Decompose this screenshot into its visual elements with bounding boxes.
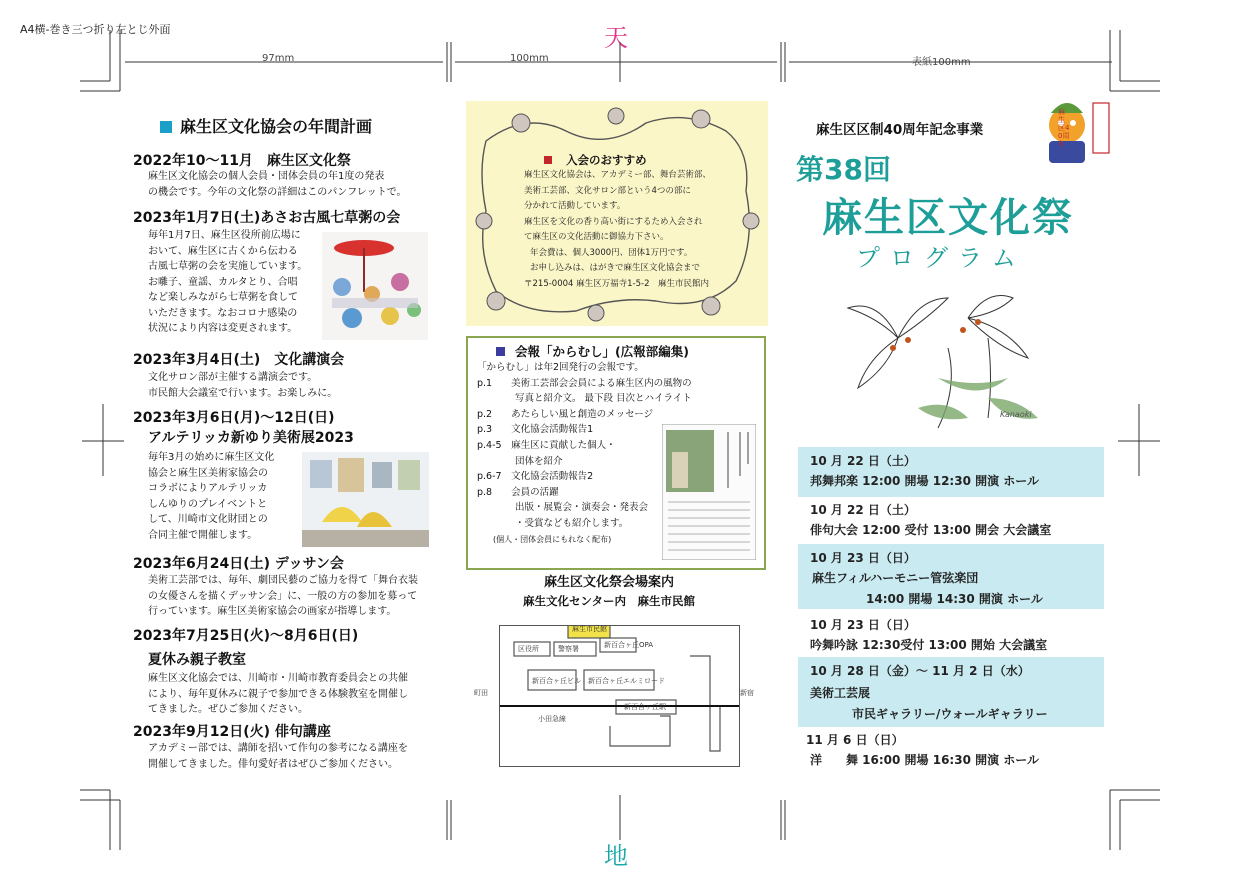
map-label-station: 新百合ヶ丘駅: [624, 703, 666, 711]
annual-title-text: 麻生区文化協会の年間計画: [180, 117, 373, 136]
event-heading: 2023年1月7日(土)あさお古風七草粥の会: [133, 210, 401, 226]
schedule-detail: 邦舞邦楽 12:00 開場 12:30 開演 ホール: [810, 474, 1040, 488]
event-heading: 2023年6月24日(土) デッサン会: [133, 556, 344, 572]
red-square-icon: [544, 156, 552, 164]
mascot-badge: 麻生区40周年: [1058, 108, 1070, 148]
membership-title: 入会のおすすめ: [544, 152, 647, 168]
schedule-date: 10 月 23 日（日）: [810, 551, 916, 565]
navy-square-icon: [496, 347, 505, 356]
event-text: アカデミー部では、講師を招いて作句の参考になる講座を 開催してきました。俳句愛好者はぜひご参加ください。: [148, 743, 408, 770]
map-label-odakyu: 小田急線: [538, 715, 566, 723]
event-text: 文化サロン部が主催する講演会です。 市民館大会議室で行います。お楽しみに。: [148, 372, 338, 399]
festival-title: 麻生区文化祭: [822, 195, 1074, 241]
event-heading: 2023年9月12日(火) 俳句講座: [133, 724, 331, 740]
newsletter-text: 「からむし」は年2回発行の会報です。 p.1 美術工芸部会会員による麻生区内の風物の 写真と紹介文。 最下段 目次とハイライト p.2 あたらしい風と創造のメッセージ p.3 文化協会活動報告1 p.4-5 麻生区に貢献した個人・ 団体を紹介 p.6-7 文化協会活動報告2 p.8 会員の活躍 出版・展覧会・演奏会・発表会 ・受賞なども紹介します。 (個人・団体会員にもれなく配布): [477, 362, 692, 544]
membership-text: 麻生区文化協会は、アカデミー部、舞台芸術部、 美術工芸部、文化サロン部という4つの部に 分かれて活動しています。 麻生区を文化の香り高い街にするため入会され て麻生区の文化活動に御協力下さい。 年会費は、個人3000円、団体1万円です。 お申し込みは、はがきで麻生区文化協会まで 〒215-0004 麻生区万福寺1-5-2 麻生市民館内: [524, 170, 711, 289]
annual-title: [160, 114, 372, 137]
schedule-date: 10 月 28 日（金）～ 11 月 2 日（水）: [810, 664, 1030, 678]
event-heading: 2023年7月25日(火)～8月6日(日): [133, 628, 359, 644]
schedule-date: 10 月 22 日（土）: [810, 454, 916, 468]
measure-right: 表紙100mm: [912, 57, 971, 68]
nanakusa-illustration: [322, 232, 428, 340]
program-label: プログラム: [856, 244, 1026, 272]
format-label: A4横-巻き三つ折り左とじ外面: [20, 23, 171, 36]
map-label-building: 新百合ヶ丘ビル: [532, 677, 581, 685]
edition-label: 第38回: [796, 153, 891, 186]
measure-middle: 100mm: [510, 53, 549, 64]
event-heading: 2023年3月4日(土) 文化講演会: [133, 352, 345, 368]
artist-signature: Kanaoki: [1000, 410, 1032, 419]
event-text: 毎年3月の始めに麻生区文化 協会と麻生区美術家協会の コラボによりアルテリッカ しんゆりのプレイベントと して、川崎市文化財団との 合同主催で開催します。: [148, 452, 275, 541]
commemoration-label: 麻生区区制40周年記念事業: [816, 122, 984, 138]
map-label-shinjuku: 新宿: [740, 689, 754, 697]
event-text: 麻生区文化協会では、川崎市・川崎市教育委員会との共催 により、毎年夏休みに親子で参加できる体験教室を開催し てきました。ぜひご参加ください。: [148, 673, 408, 715]
event-text: 麻生区文化協会の個人会員・団体会員の年1度の発表 の機会です。今年の文化祭の詳細はこのパンフレットで。: [148, 171, 407, 198]
schedule-detail: 洋 舞 16:00 開場 16:30 開演 ホール: [810, 753, 1040, 767]
map-label-opa: 新百合ヶ丘OPA: [604, 641, 654, 649]
newsletter-cover-image: [662, 424, 756, 560]
schedule-date: 10 月 23 日（日）: [810, 618, 916, 632]
event-subheading: アルテリッカ新ゆり美術展2023: [148, 430, 354, 446]
schedule-detail: 吟舞吟詠 12:30受付 13:00 開始 大会議室: [810, 638, 1048, 652]
exhibition-illustration: [302, 452, 429, 547]
venue-subtitle: 麻生文化センター内 麻生市民館: [523, 594, 696, 608]
map-label-keisatsu: 警察署: [558, 645, 579, 653]
event-heading: 2022年10～11月 麻生区文化祭: [133, 153, 351, 169]
measure-left: 97mm: [262, 53, 295, 64]
newsletter-box: [466, 336, 766, 570]
bottom-mark: 地: [604, 842, 628, 870]
top-mark: 天: [604, 24, 628, 52]
schedule-date: 11 月 6 日（日）: [806, 733, 904, 747]
square-bullet-icon: [160, 121, 172, 133]
map-label-elmina: 新百合ヶ丘エルミロード: [588, 677, 665, 685]
schedule-detail-2: 市民ギャラリー/ウォールギャラリー: [852, 707, 1048, 721]
map-label-machida: 町田: [474, 689, 488, 697]
event-text: 美術工芸部では、毎年、劇団民藝のご協力を得て「舞台衣装 の女優さんを描くデッサン会」に、一般の方の参加を募って 行っています。麻生区美術家協会の画家が指導します。: [148, 575, 418, 617]
venue-map: [499, 625, 740, 767]
venue-title: 麻生区文化祭会場案内: [544, 575, 675, 590]
event-subheading: 夏休み親子教室: [148, 652, 246, 668]
schedule-detail: 俳句大会 12:00 受付 13:00 開会 大会議室: [810, 523, 1052, 537]
membership-box: [466, 101, 768, 326]
schedule-detail-2: 14:00 開場 14:30 開演 ホール: [866, 592, 1043, 606]
newsletter-title: 会報「からむし」(広報部編集): [496, 342, 689, 360]
schedule-detail: 麻生フィルハーモニー管弦楽団: [812, 571, 979, 585]
event-text: 毎年1月7日、麻生区役所前広場に おいて、麻生区に古くから伝わる 古風七草粥の会を実施しています。 お囃子、童謡、カルタとり、合唱 など楽しみながら七草粥を食して いただきます。なおコロナ感染の 状況により内容は変更されます。: [148, 230, 308, 334]
schedule-date: 10 月 22 日（土）: [810, 503, 916, 517]
mascot-icon: [1037, 95, 1113, 167]
schedule-detail: 美術工芸展: [810, 686, 871, 700]
map-label-shiminkan: 麻生市民館: [572, 625, 607, 633]
map-label-kuyakusho: 区役所: [518, 645, 539, 653]
event-heading: 2023年3月6日(月)～12日(日): [133, 410, 335, 426]
